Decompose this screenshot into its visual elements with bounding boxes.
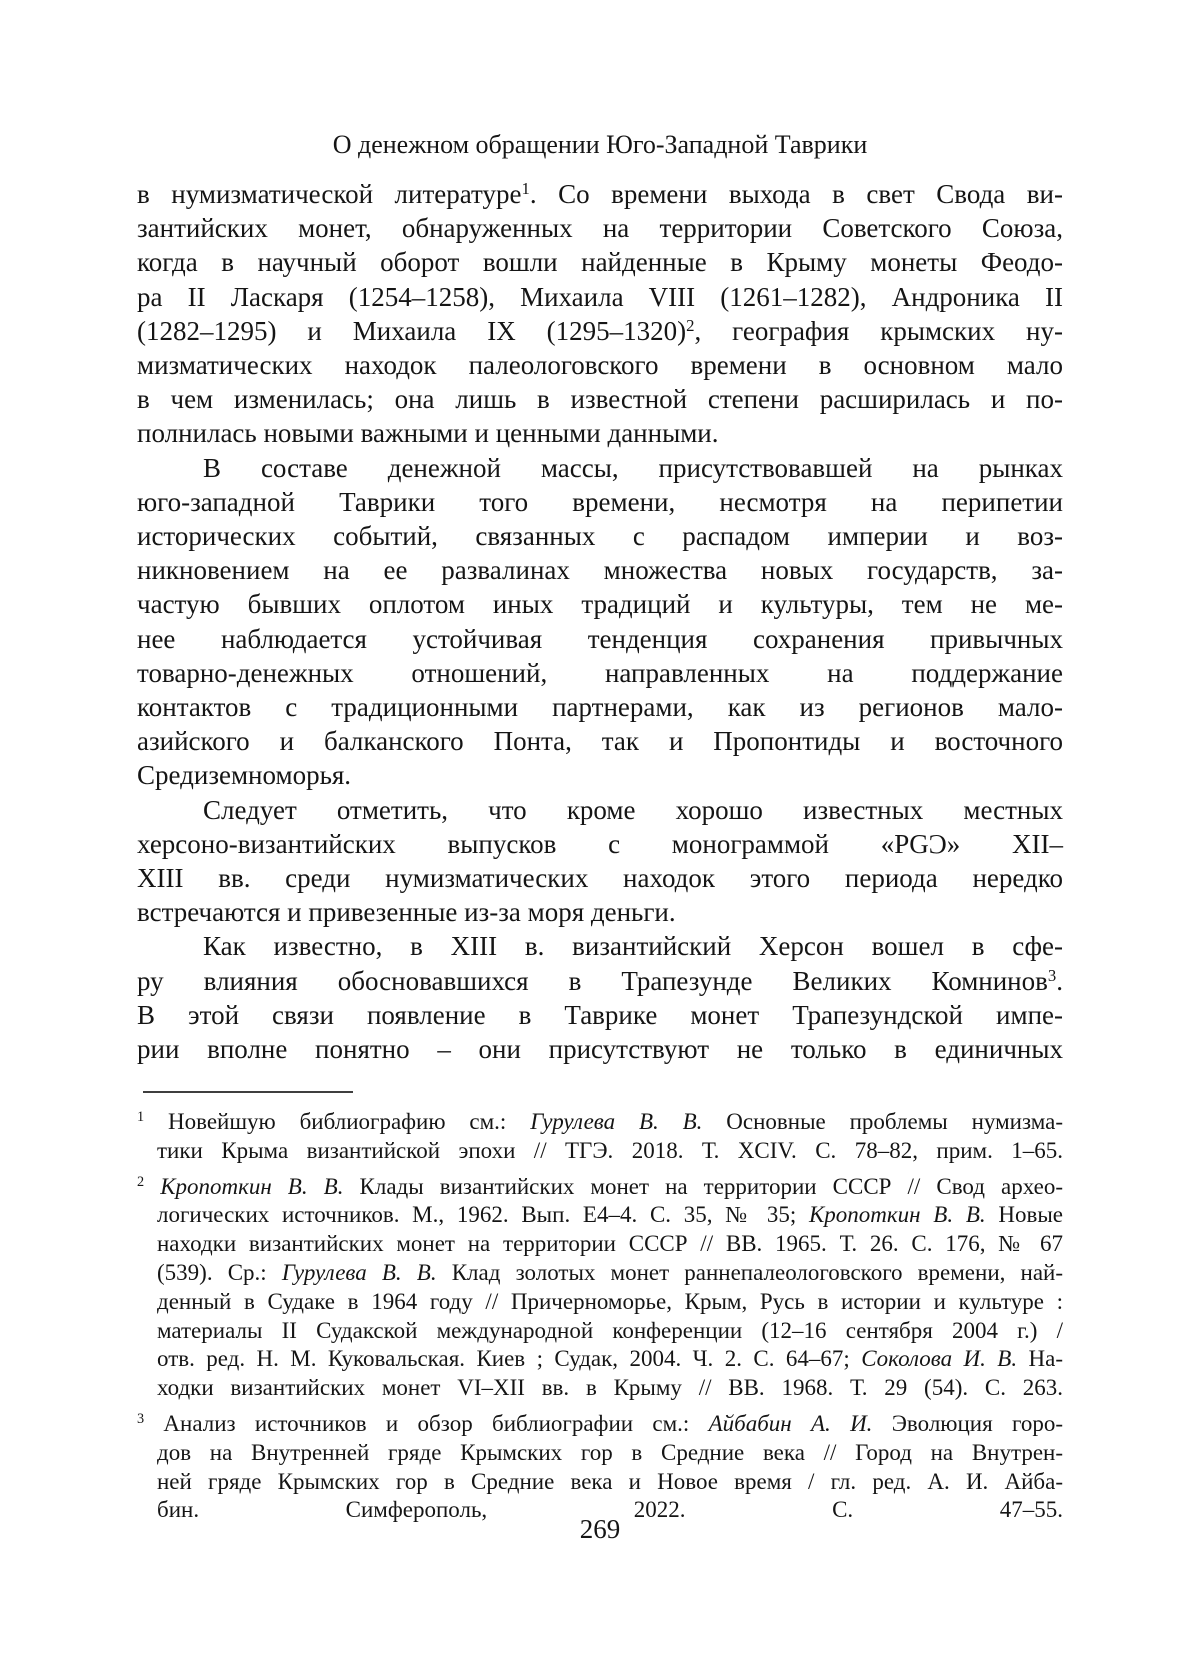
footnote-ref: 2 <box>686 315 695 335</box>
text-line <box>137 1439 1063 1468</box>
text-run: ру влияния обосновавшихся в Трапезунде Великих Комнинов <box>137 965 1048 996</box>
text-line <box>137 1317 1063 1346</box>
text-line <box>137 690 1063 724</box>
italic-text-run: Соколова И. В. <box>861 1346 1018 1372</box>
text-run: херсоно-византийских выпусков с монограммой «PGϽ» XII– <box>137 828 1063 859</box>
footnote-ref: 3 <box>1047 965 1057 985</box>
text-run: полнилась новыми важными и ценными данными. <box>137 418 719 449</box>
text-run: контактов с традиционными партнерами, как из регионов мало- <box>137 692 1063 723</box>
footnote-ref: 3 <box>137 1411 145 1428</box>
text-line <box>137 382 1063 416</box>
text-run: азийского и балканского Понта, так и Пропонтиды и восточного <box>137 726 1063 757</box>
text-run: XIII вв. среди нумизматических находок этого периода нередко <box>137 863 1063 894</box>
footnote-ref: 2 <box>137 1173 145 1190</box>
text-run: частую бывших оплотом иных традиций и культуры, тем не ме- <box>137 589 1063 620</box>
text-line <box>137 724 1063 758</box>
text-line <box>137 280 1063 314</box>
text-run: тики Крыма византийской эпохи // ТГЭ. 2018. Т. XCIV. С. 78–82, прим. 1–65. <box>157 1137 1063 1163</box>
text-run: находки византийских монет на территории СССР // ВВ. 1965. Т. 26. С. 176, № 67 <box>157 1231 1063 1257</box>
text-line <box>137 1259 1063 1288</box>
text-line <box>137 998 1063 1032</box>
text-run: бин. Симферополь, 2022. С. 47–55. <box>157 1497 1063 1523</box>
text-run: денный в Судаке в 1964 году // Причерноморье, Крым, Русь в истории и культуре : <box>157 1288 1063 1314</box>
text-line <box>137 245 1063 279</box>
text-line <box>137 1468 1063 1497</box>
text-line <box>137 451 1063 485</box>
page-number: 269 <box>579 1514 621 1544</box>
footnote-2 <box>137 1173 1063 1403</box>
text-run: Средиземноморья. <box>137 760 352 791</box>
text-line <box>137 587 1063 621</box>
text-run: Новейшую библиографию см.: <box>144 1109 531 1134</box>
footnote-1 <box>137 1108 1063 1166</box>
text-line <box>137 1173 1063 1202</box>
paragraph-1 <box>137 177 1063 451</box>
italic-text-run: Гурулева В. В. <box>530 1109 703 1134</box>
italic-text-run: Гурулева В. В. <box>281 1259 437 1285</box>
text-run: нее наблюдается устойчивая тенденция сохранения привычных <box>137 623 1063 654</box>
text-run: ра II Ласкаря (1254–1258), Михаила VIII (1261–1282), Андроника II <box>137 281 1063 312</box>
text-run: отв. ред. Н. М. Куковальская. Киев ; Судак, 2004. Ч. 2. С. 64–67; <box>157 1346 862 1372</box>
text-run: исторических событий, связанных с распадом империи и воз- <box>137 521 1063 552</box>
italic-text-run: Айбабин А. И. <box>708 1410 873 1436</box>
text-line <box>137 1374 1063 1403</box>
text-run: рии вполне понятно – они присутствуют не только в единичных <box>137 1034 1063 1065</box>
text-run: ней гряде Крымских гор в Средние века и Новое время / гл. ред. А. И. Айба- <box>157 1468 1063 1494</box>
text-run: Новые <box>985 1202 1063 1228</box>
text-run: . Со времени выхода в свет Свода ви- <box>529 179 1063 209</box>
text-line <box>137 519 1063 553</box>
paragraph-2 <box>137 451 1063 793</box>
text-line <box>137 758 1063 792</box>
text-line <box>137 416 1063 450</box>
footnote-area <box>137 1091 1063 1525</box>
text-line <box>137 793 1063 827</box>
text-run: товарно-денежных отношений, направленных на поддержание <box>137 657 1063 688</box>
text-run: На- <box>1017 1346 1064 1372</box>
text-run: зантийских монет, обнаруженных на территории Советского Союза, <box>137 213 1063 244</box>
text-run: Как известно, в XIII в. византийский Херсон вошел в сфе- <box>203 931 1063 962</box>
text-line <box>137 656 1063 690</box>
text-run: В составе денежной массы, присутствовавшей на рынках <box>203 452 1063 483</box>
text-run: Клады византийских монет на территории СССР // Свод архео- <box>343 1173 1064 1199</box>
text-run: Клад золотых монет раннепалеологовского времени, най- <box>436 1259 1063 1285</box>
text-line <box>137 1345 1063 1374</box>
text-run: мизматических находок палеологовского времени в основном мало <box>137 350 1063 381</box>
text-run: в чем изменилась; она лишь в известной степени расширилась и по- <box>137 384 1063 415</box>
text-run: Следует отметить, что кроме хорошо известных местных <box>203 794 1063 825</box>
footnote-ref: 1 <box>521 178 530 198</box>
footnotes <box>137 1108 1063 1525</box>
text-line <box>137 895 1063 929</box>
text-line <box>137 211 1063 245</box>
text-line <box>137 553 1063 587</box>
footnote-3 <box>137 1410 1063 1525</box>
text-run: (1282–1295) и Михаила IX (1295–1320) <box>137 315 687 346</box>
text-line <box>137 861 1063 895</box>
text-run: когда в научный оборот вошли найденные в Крыму монеты Феодо- <box>137 247 1063 278</box>
text-run: . <box>1056 965 1063 996</box>
running-header: О денежном обращении Юго-Западной Таврики <box>332 130 868 159</box>
text-line <box>137 485 1063 519</box>
text-line <box>137 177 1063 211</box>
text-line <box>137 622 1063 656</box>
italic-text-run: Кропоткин В. В. <box>809 1202 986 1228</box>
body-text <box>137 177 1063 1066</box>
text-run: встречаются и привезенные из-за моря деньги. <box>137 897 676 928</box>
text-run: В этой связи появление в Таврике монет Трапезундской импе- <box>137 999 1063 1030</box>
text-line <box>137 1410 1063 1439</box>
text-line <box>137 1288 1063 1317</box>
paragraph-4 <box>137 929 1063 1066</box>
text-line <box>137 1032 1063 1066</box>
text-line <box>137 1201 1063 1230</box>
text-run: в нумизматической литературе <box>137 179 522 209</box>
text-run <box>144 1174 160 1199</box>
text-line <box>137 1230 1063 1259</box>
text-run: Эволюция горо- <box>872 1410 1063 1436</box>
footnote-ref: 1 <box>137 1109 145 1126</box>
text-run: юго-западной Таврики того времени, несмотря на перипетии <box>137 486 1063 517</box>
text-run: ходки византийских монет VI–XII вв. в Крыму // ВВ. 1968. Т. 29 (54). С. 263. <box>157 1375 1063 1401</box>
italic-text-run: Кропоткин В. В. <box>160 1173 344 1199</box>
text-line <box>137 929 1063 963</box>
text-run: Основные проблемы нумизма- <box>702 1109 1063 1134</box>
text-line <box>137 827 1063 861</box>
paragraph-3 <box>137 793 1063 930</box>
text-line <box>137 1137 1063 1166</box>
text-run: дов на Внутренней гряде Крымских гор в Средние века // Город на Внутрен- <box>157 1439 1063 1465</box>
text-run: Анализ источников и обзор библиографии см.: <box>144 1410 709 1436</box>
text-line <box>137 1108 1063 1137</box>
text-line <box>137 314 1063 348</box>
text-run: (539). Ср.: <box>157 1259 282 1285</box>
text-line <box>137 348 1063 382</box>
text-run: логических источников. М., 1962. Вып. Е4–4. С. 35, № 35; <box>157 1202 810 1228</box>
text-run: материалы II Судакской международной конференции (12–16 сентября 2004 г.) / <box>157 1317 1063 1343</box>
footnote-separator-rule <box>143 1091 353 1093</box>
text-line <box>137 964 1063 998</box>
text-run: никновением на ее развалинах множества новых государств, за- <box>137 555 1063 586</box>
text-run: , география крымских ну- <box>694 315 1063 346</box>
